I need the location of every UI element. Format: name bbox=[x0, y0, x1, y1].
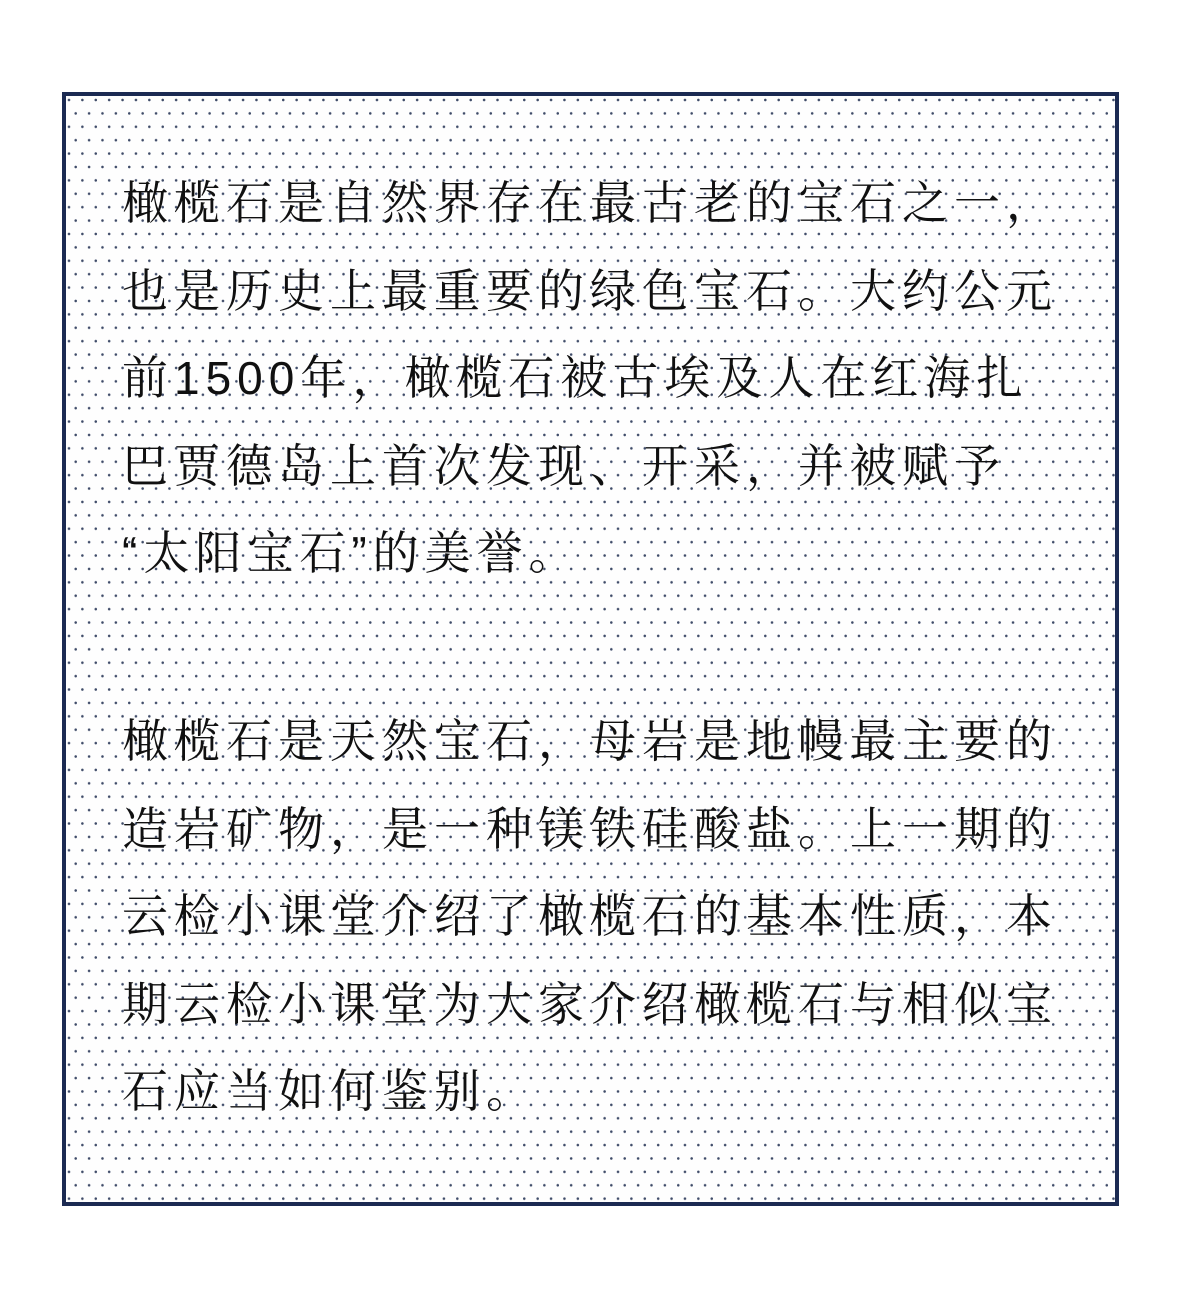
text-line: 云检小课堂介绍了橄榄石的基本性质，本 bbox=[122, 890, 1058, 943]
text-line: 前1500年，橄榄石被古埃及人在红海扎 bbox=[122, 352, 1029, 405]
text-line: 也是历史上最重要的绿色宝石。大约公元 bbox=[122, 264, 1058, 317]
text-line: 石应当如何鉴别。 bbox=[122, 1065, 538, 1118]
paragraph-intro bbox=[122, 160, 1065, 598]
text-line: 橄榄石是天然宝石，母岩是地幔最主要的 bbox=[122, 714, 1058, 767]
article-card bbox=[62, 92, 1119, 1206]
text-line: 造岩矿物，是一种镁铁硅酸盐。上一期的 bbox=[122, 802, 1058, 855]
text-line: 期云检小课堂为大家介绍橄榄石与相似宝 bbox=[122, 977, 1058, 1030]
text-line: 巴贾德岛上首次发现、开采，并被赋予 bbox=[122, 439, 1006, 492]
text-line: “太阳宝石”的美誉。 bbox=[122, 527, 581, 580]
paragraph-body bbox=[122, 698, 1065, 1136]
text-line: 橄榄石是自然界存在最古老的宝石之一， bbox=[122, 177, 1058, 229]
article-content bbox=[66, 96, 1115, 1136]
